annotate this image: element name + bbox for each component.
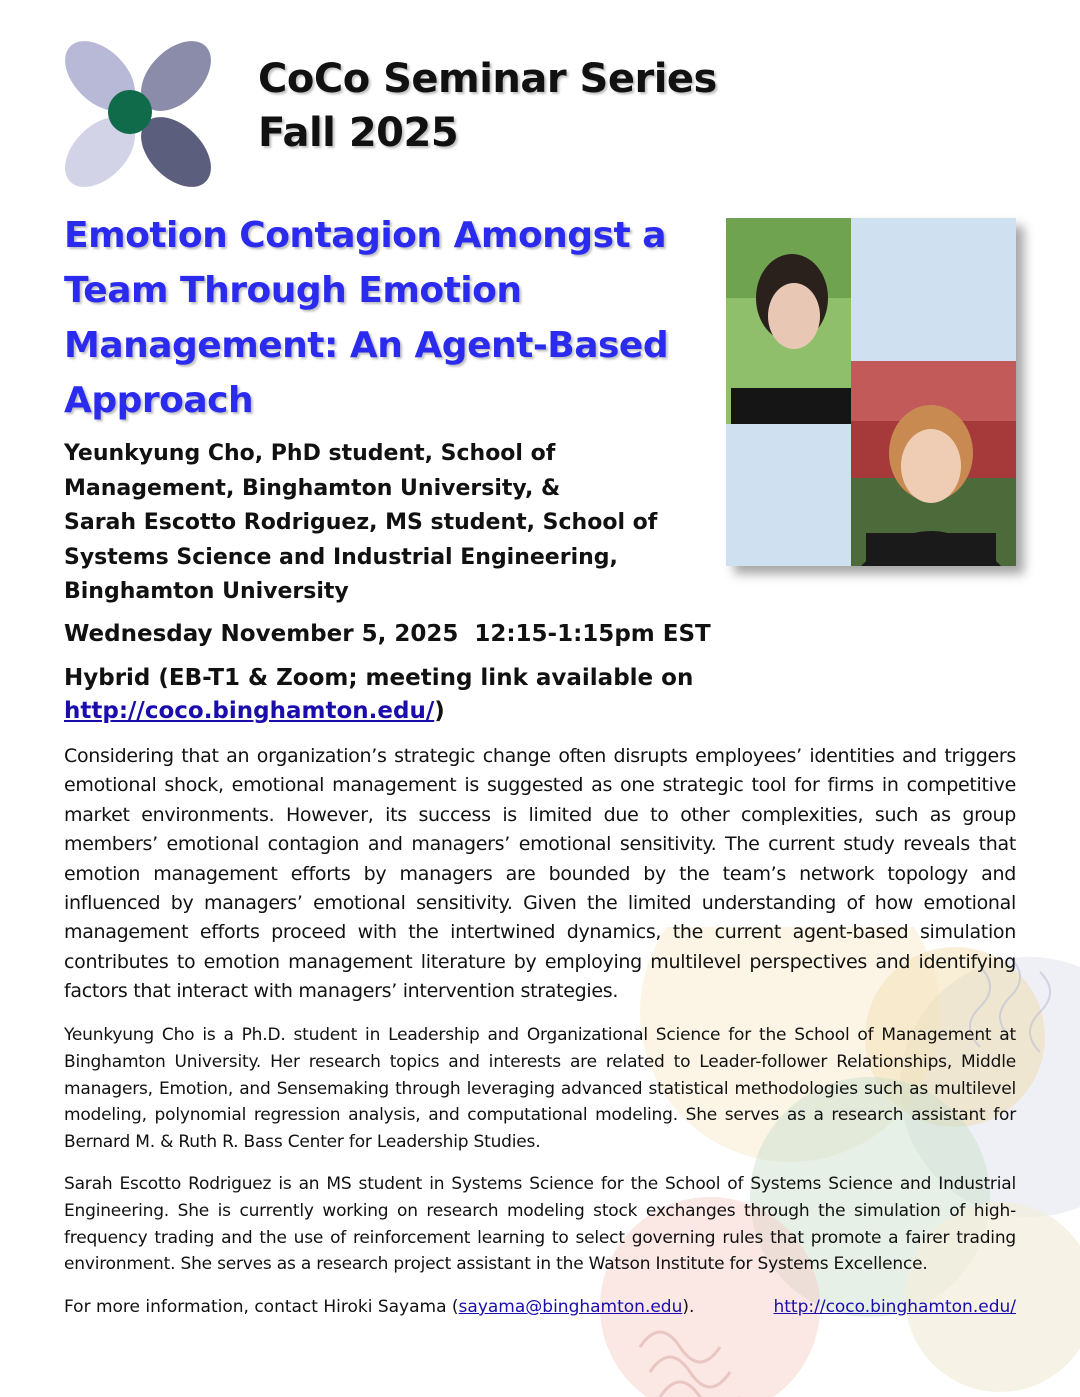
speaker-line-5: Binghamton University xyxy=(64,579,349,604)
speaker-list xyxy=(64,437,714,610)
event-datetime: Wednesday November 5, 2025 12:15-1:15pm EST xyxy=(64,621,711,647)
talk-title: Emotion Contagion Amongst a Team Through Emotion Management: An Agent-Based Approach xyxy=(64,215,669,421)
speaker-line-3: Sarah Escotto Rodriguez, MS student, School of xyxy=(64,510,658,535)
contact-prefix: For more information, contact Hiroki Sayama ( xyxy=(64,1297,459,1317)
bio-cho: Yeunkyung Cho is a Ph.D. student in Leadership and Organizational Science for the School of Management at Binghamton University. Her research topics and interests are related to Leader-follower Relationships, Middle managers, Emotion, and Sensemaking through leveraging advanced statistical methodologies such as multilevel modeling, polynomial regression analysis, and computational modeling. She serves as a research assistant for Bernard M. & Ruth R. Bass Center for Leadership Studies. xyxy=(64,1025,1016,1153)
series-name: CoCo Seminar Series xyxy=(258,56,717,102)
speaker-line-2: Management, Binghamton University, & xyxy=(64,475,561,501)
coco-website-link[interactable]: http://coco.binghamton.edu/ xyxy=(64,698,435,724)
footer-website-link[interactable]: http://coco.binghamton.edu/ xyxy=(773,1297,1016,1317)
speaker-line-4: Systems Science and Industrial Engineering, xyxy=(64,544,618,570)
speaker-photo-cho xyxy=(726,218,851,424)
location-prefix: Hybrid (EB-T1 & Zoom; meeting link available on xyxy=(64,665,694,691)
speaker-photo-rodriguez xyxy=(851,361,1016,566)
contact-footer xyxy=(64,1294,1016,1320)
contact-suffix: ). xyxy=(682,1297,695,1317)
speaker-photos xyxy=(726,218,1016,566)
event-location xyxy=(64,662,764,728)
location-suffix: ) xyxy=(434,698,445,724)
series-title xyxy=(258,52,717,160)
coco-logo xyxy=(62,38,214,190)
series-term: Fall 2025 xyxy=(258,110,459,156)
speaker-line-1: Yeunkyung Cho, PhD student, School of xyxy=(64,441,556,466)
email-link[interactable]: sayama@binghamton.edu xyxy=(458,1297,683,1317)
bio-rodriguez: Sarah Escotto Rodriguez is an MS student in Systems Science for the School of Systems Science and Industrial Engineering. She is currently working on research modeling stock exchanges through the simulation of high-frequency trading and the use of reinforcement learning to select governing rules that promote a fairer trading environment. She serves as a research project assistant in the Watson Institute for Systems Excellence. xyxy=(64,1174,1016,1275)
abstract-paragraph: Considering that an organization’s strategic change often disrupts employees’ identities and triggers emotional shock, emotional management is suggested as one strategic tool for firms in competitive market environments. However, its success is limited due to other complexities, such as group members’ emotional contagion and managers’ emotional sensitivity. The current study reveals that emotion management efforts by managers are bounded by the team’s network topology and influenced by managers’ emotional sensitivity. Given the limited understanding of how emotional management efforts proceed with the intertwined dynamics, the current agent-based simulation contributes to emotion management literature by employing multilevel perspectives and identifying factors that interact with managers’ intervention strategies. xyxy=(64,745,1016,1003)
